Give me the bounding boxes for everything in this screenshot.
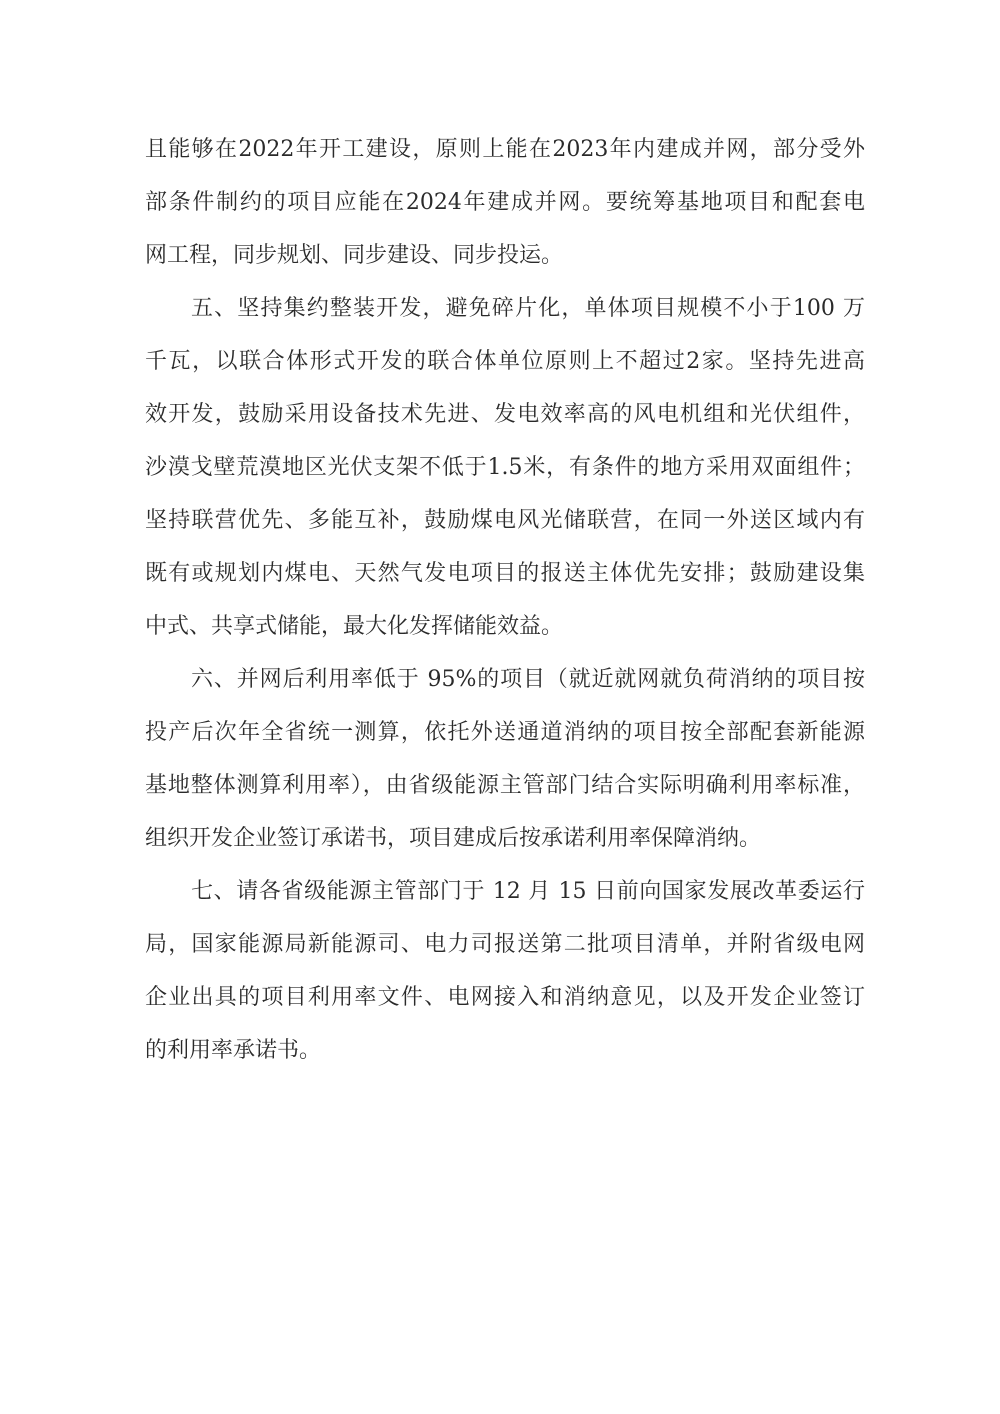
- text-line: 中式、共享式储能，最大化发挥储能效益。: [145, 614, 564, 639]
- text-line: 效开发，鼓励采用设备技术先进、发电效率高的风电机组和光伏组件，: [145, 402, 865, 427]
- text-line: 七、请各省级能源主管部门于 12 月 15 日前向国家发展改革委运行: [191, 879, 865, 904]
- paragraph-continuation: [145, 123, 865, 282]
- text-line: 千瓦，以联合体形式开发的联合体单位原则上不超过2家。坚持先进高: [145, 349, 865, 374]
- paragraph-item-6: [145, 653, 865, 865]
- text-line: 组织开发企业签订承诺书，项目建成后按承诺利用率保障消纳。: [145, 826, 762, 851]
- text-line: 沙漠戈壁荒漠地区光伏支架不低于1.5米，有条件的地方采用双面组件；: [145, 455, 865, 480]
- paragraph-item-5: [145, 282, 865, 653]
- text-line: 既有或规划内煤电、天然气发电项目的报送主体优先安排；鼓励建设集: [145, 561, 865, 586]
- text-line: 部条件制约的项目应能在2024年建成并网。要统筹基地项目和配套电: [145, 190, 865, 215]
- text-line: 且能够在2022年开工建设，原则上能在2023年内建成并网，部分受外: [145, 137, 865, 162]
- text-line: 六、并网后利用率低于 95%的项目（就近就网就负荷消纳的项目按: [191, 667, 865, 692]
- document-body: [145, 123, 865, 1077]
- text-line: 的利用率承诺书。: [145, 1038, 322, 1063]
- text-line: 投产后次年全省统一测算，依托外送通道消纳的项目按全部配套新能源: [145, 720, 865, 745]
- text-line: 基地整体测算利用率），由省级能源主管部门结合实际明确利用率标准，: [145, 773, 865, 798]
- text-line: 企业出具的项目利用率文件、电网接入和消纳意见，以及开发企业签订: [145, 985, 865, 1010]
- text-line: 网工程，同步规划、同步建设、同步投运。: [145, 243, 564, 268]
- text-line: 局，国家能源局新能源司、电力司报送第二批项目清单，并附省级电网: [145, 932, 865, 957]
- text-line: 坚持联营优先、多能互补，鼓励煤电风光储联营，在同一外送区域内有: [145, 508, 865, 533]
- text-line: 五、坚持集约整装开发，避免碎片化，单体项目规模不小于100 万: [191, 296, 865, 321]
- paragraph-item-7: [145, 865, 865, 1077]
